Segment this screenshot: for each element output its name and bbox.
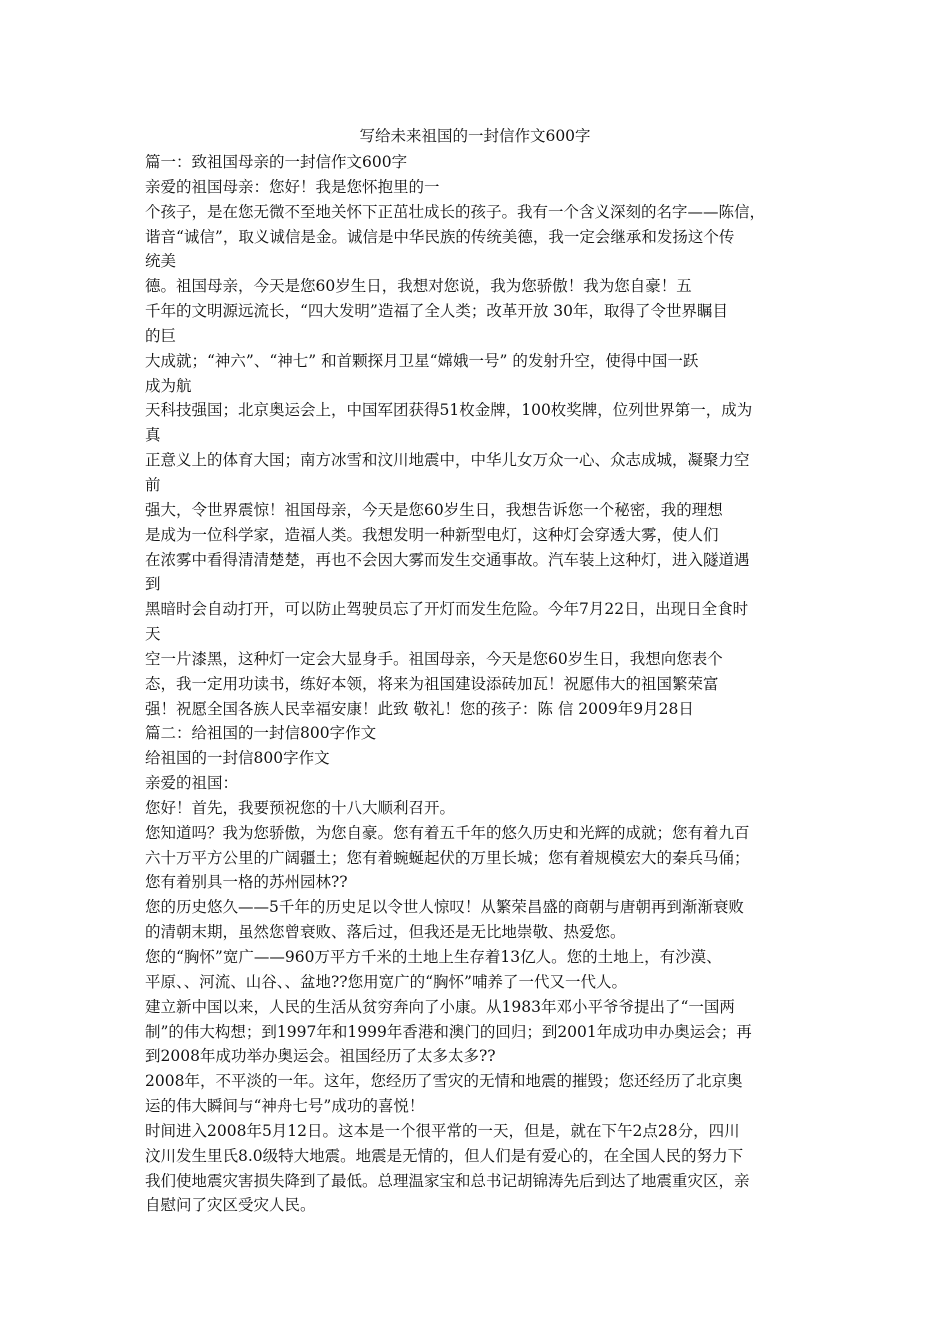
- text-line: 汶川发生里氏8.0级特大地震。地震是无情的，但人们是有爱心的，在全国人民的努力下: [145, 1146, 744, 1165]
- text-line: 篇一：致祖国母亲的一封信作文600字: [145, 153, 408, 171]
- text-line: 平原、、河流、山谷、、盆地??您用宽广的“胸怀”哺养了一代又一代人。: [145, 972, 627, 991]
- text-line: 天科技强国；北京奥运会上，中国军团获得51枚金牌，100枚奖牌，位列世界第一，成为: [145, 401, 753, 420]
- text-line: 自慰问了灾区受灾人民。: [145, 1196, 316, 1215]
- text-line: 篇二：给祖国的一封信800字作文: [145, 724, 377, 743]
- text-line: 千年的文明源远流长，“四大发明”造福了全人类；改革开放 30年，取得了令世界瞩目: [145, 302, 729, 321]
- text-line: 到: [145, 575, 161, 594]
- text-line: 建立新中国以来，人民的生活从贫穷奔向了小康。从1983年邓小平爷爷提出了“一国两: [145, 997, 735, 1016]
- text-line: 亲爱的祖国母亲：您好！我是您怀抱里的一: [145, 177, 440, 196]
- text-line: 是成为一位科学家，造福人类。我想发明一种新型电灯，这种灯会穿透大雾，使人们: [145, 525, 719, 544]
- text-line: 统美: [145, 252, 177, 271]
- text-line: 在浓雾中看得清清楚楚，再也不会因大雾而发生交通事故。汽车装上这种灯，进入隧道遇: [145, 550, 750, 569]
- text-line: 正意义上的体育大国；南方冰雪和汶川地震中，中华儿女万众一心、众志成城，凝聚力空: [145, 451, 750, 470]
- text-line: 您好！首先，我要预祝您的十八大顺利召开。: [145, 798, 456, 817]
- text-line: 谐音“诚信”，取义诚信是金。诚信是中华民族的传统美德，我一定会继承和发扬这个传: [145, 227, 735, 246]
- text-line: 天: [145, 625, 161, 644]
- text-line: 空一片漆黑，这种灯一定会大显身手。祖国母亲，今天是您60岁生日，我想向您表个: [145, 649, 723, 668]
- document-title: 写给未来祖国的一封信作文600字: [359, 127, 591, 145]
- text-line: 制”的伟大构想；到1997年和1999年香港和澳门的回归；到2001年成功申办奥运会；再: [145, 1022, 752, 1041]
- text-line: 强！祝愿全国各族人民幸福安康！此致 敬礼！您的孩子：陈 信 2009年9月28日: [145, 699, 694, 718]
- text-line: 您有着别具一格的苏州园林??: [145, 873, 348, 892]
- text-line: 您的“胸怀”宽广——960万平方千米的土地上生存着13亿人。您的土地上，有沙漠、: [145, 948, 722, 966]
- text-line: 前: [145, 475, 161, 494]
- text-line: 我们使地震灾害损失降到了最低。总理温家宝和总书记胡锦涛先后到达了地震重灾区，亲: [145, 1171, 750, 1190]
- text-line: 您知道吗？我为您骄傲，为您自豪。您有着五千年的悠久历史和光辉的成就；您有着九百: [145, 823, 750, 842]
- text-line: 态，我一定用功读书，练好本领，将来为祖国建设添砖加瓦！祝愿伟大的祖国繁荣富: [145, 674, 719, 693]
- text-line: 强大，令世界震惊！祖国母亲，今天是您60岁生日，我想告诉您一个秘密，我的理想: [145, 500, 723, 519]
- text-line: 您的历史悠久——5千年的历史足以令世人惊叹！从繁荣昌盛的商朝与唐朝再到渐渐衰败: [145, 898, 744, 917]
- text-line: 德。祖国母亲，今天是您60岁生日，我想对您说，我为您骄傲！我为您自豪！五: [145, 277, 692, 296]
- text-line: 的清朝末期，虽然您曾衰败、落后过，但我还是无比地崇敬、热爱您。: [145, 923, 626, 942]
- text-line: 成为航: [145, 376, 192, 395]
- text-line: 时间进入2008年5月12日。这本是一个很平常的一天，但是，就在下午2点28分，四川: [145, 1121, 740, 1140]
- text-line: 到2008年成功举办奥运会。祖国经历了太多太多??: [145, 1047, 496, 1066]
- text-line: 给祖国的一封信800字作文: [145, 749, 330, 768]
- text-line: 的巨: [145, 326, 177, 345]
- document-body: [145, 150, 811, 1218]
- text-line: 运的伟大瞬间与“神舟七号”成功的喜悦！: [145, 1097, 425, 1116]
- text-line: 2008年，不平淡的一年。这年，您经历了雪灾的无情和地震的摧毁；您还经历了北京奥: [145, 1072, 743, 1091]
- text-line: 大成就；“神六”、“神七” 和首颗探月卫星“嫦娥一号” 的发射升空，使得中国一跃: [145, 351, 699, 370]
- text-line: 个孩子，是在您无微不至地关怀下正茁壮成长的孩子。我有一个含义深刻的名字——陈信，: [145, 202, 766, 221]
- text-line: 六十万平方公里的广阔疆土；您有着蜿蜒起伏的万里长城；您有着规模宏大的秦兵马俑；: [145, 848, 750, 867]
- text-line: 亲爱的祖国：: [145, 774, 239, 793]
- text-line: 真: [145, 426, 161, 445]
- text-line: 黑暗时会自动打开，可以防止驾驶员忘了开灯而发生危险。今年7月22日，出现日全食时: [145, 600, 749, 619]
